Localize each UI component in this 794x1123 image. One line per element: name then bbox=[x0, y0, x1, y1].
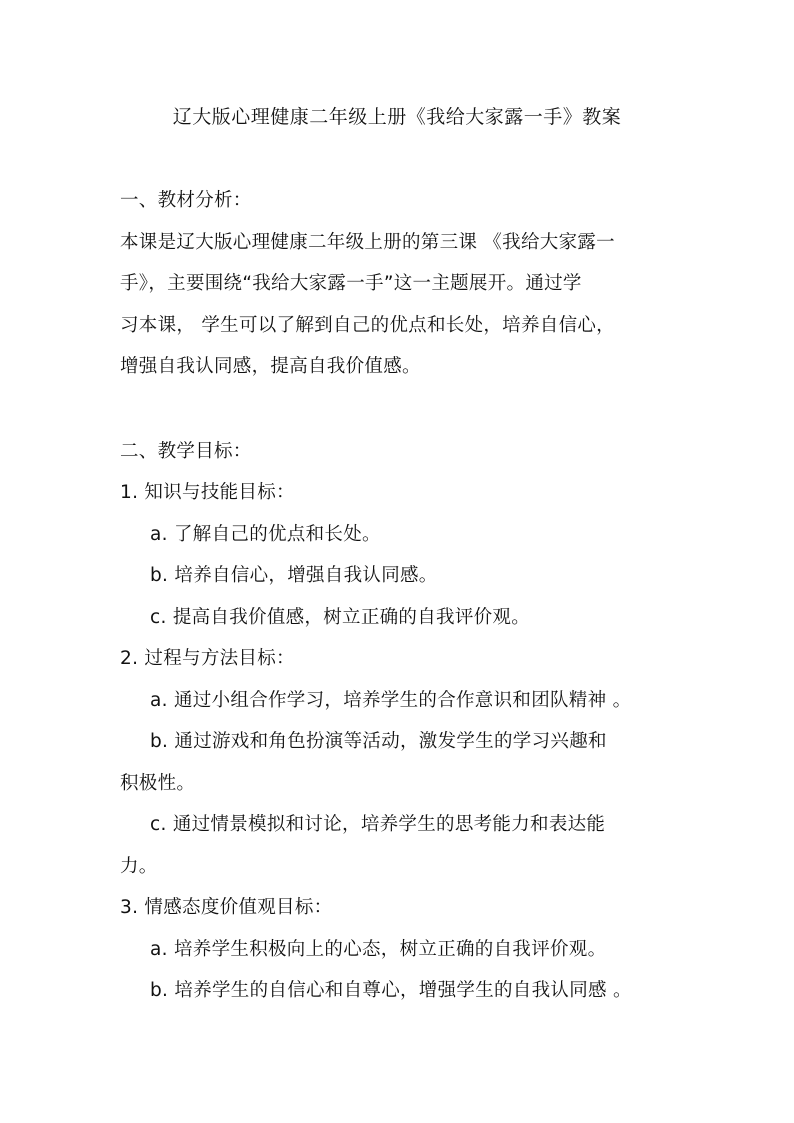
list-item: b. 培养学生的自信心和自尊心，增强学生的自我认同感 。 bbox=[150, 980, 632, 1001]
goal-label-process: 2. 过程与方法目标： bbox=[120, 648, 295, 669]
list-item-continuation: 积极性。 bbox=[120, 773, 196, 794]
list-item: a. 通过小组合作学习，培养学生的合作意识和团队精神 。 bbox=[150, 690, 632, 711]
list-item: c. 通过情景模拟和讨论，培养学生的思考能力和表达能 bbox=[150, 814, 606, 835]
paragraph-line: 手》，主要围绕“我给大家露一手”这一主题展开。通过学 bbox=[120, 273, 582, 294]
list-item-continuation: 力。 bbox=[120, 856, 158, 877]
goal-label-knowledge: 1. 知识与技能目标： bbox=[120, 482, 295, 503]
paragraph-line: 习本课， 学生可以了解到自己的优点和长处，培养自信心， bbox=[120, 315, 615, 336]
section-heading-goals: 二、教学目标： bbox=[120, 441, 252, 462]
section-heading-materials: 一、教材分析： bbox=[120, 190, 252, 211]
list-item: a. 了解自己的优点和长处。 bbox=[150, 524, 381, 545]
goal-label-attitude: 3. 情感态度价值观目标： bbox=[120, 897, 333, 918]
paragraph-line: 增强自我认同感，提高自我价值感。 bbox=[120, 356, 421, 377]
list-item: c. 提高自我价值感，树立正确的自我评价观。 bbox=[150, 607, 531, 628]
document-title: 辽大版心理健康二年级上册《我给大家露一手》教案 bbox=[172, 106, 622, 128]
list-item: a. 培养学生积极向上的心态，树立正确的自我评价观。 bbox=[150, 939, 607, 960]
paragraph-line: 本课是辽大版心理健康二年级上册的第三课 《我给大家露一 bbox=[120, 232, 615, 253]
list-item: b. 通过游戏和角色扮演等活动，激发学生的学习兴趣和 bbox=[150, 731, 607, 752]
list-item: b. 培养自信心，增强自我认同感。 bbox=[150, 565, 438, 586]
